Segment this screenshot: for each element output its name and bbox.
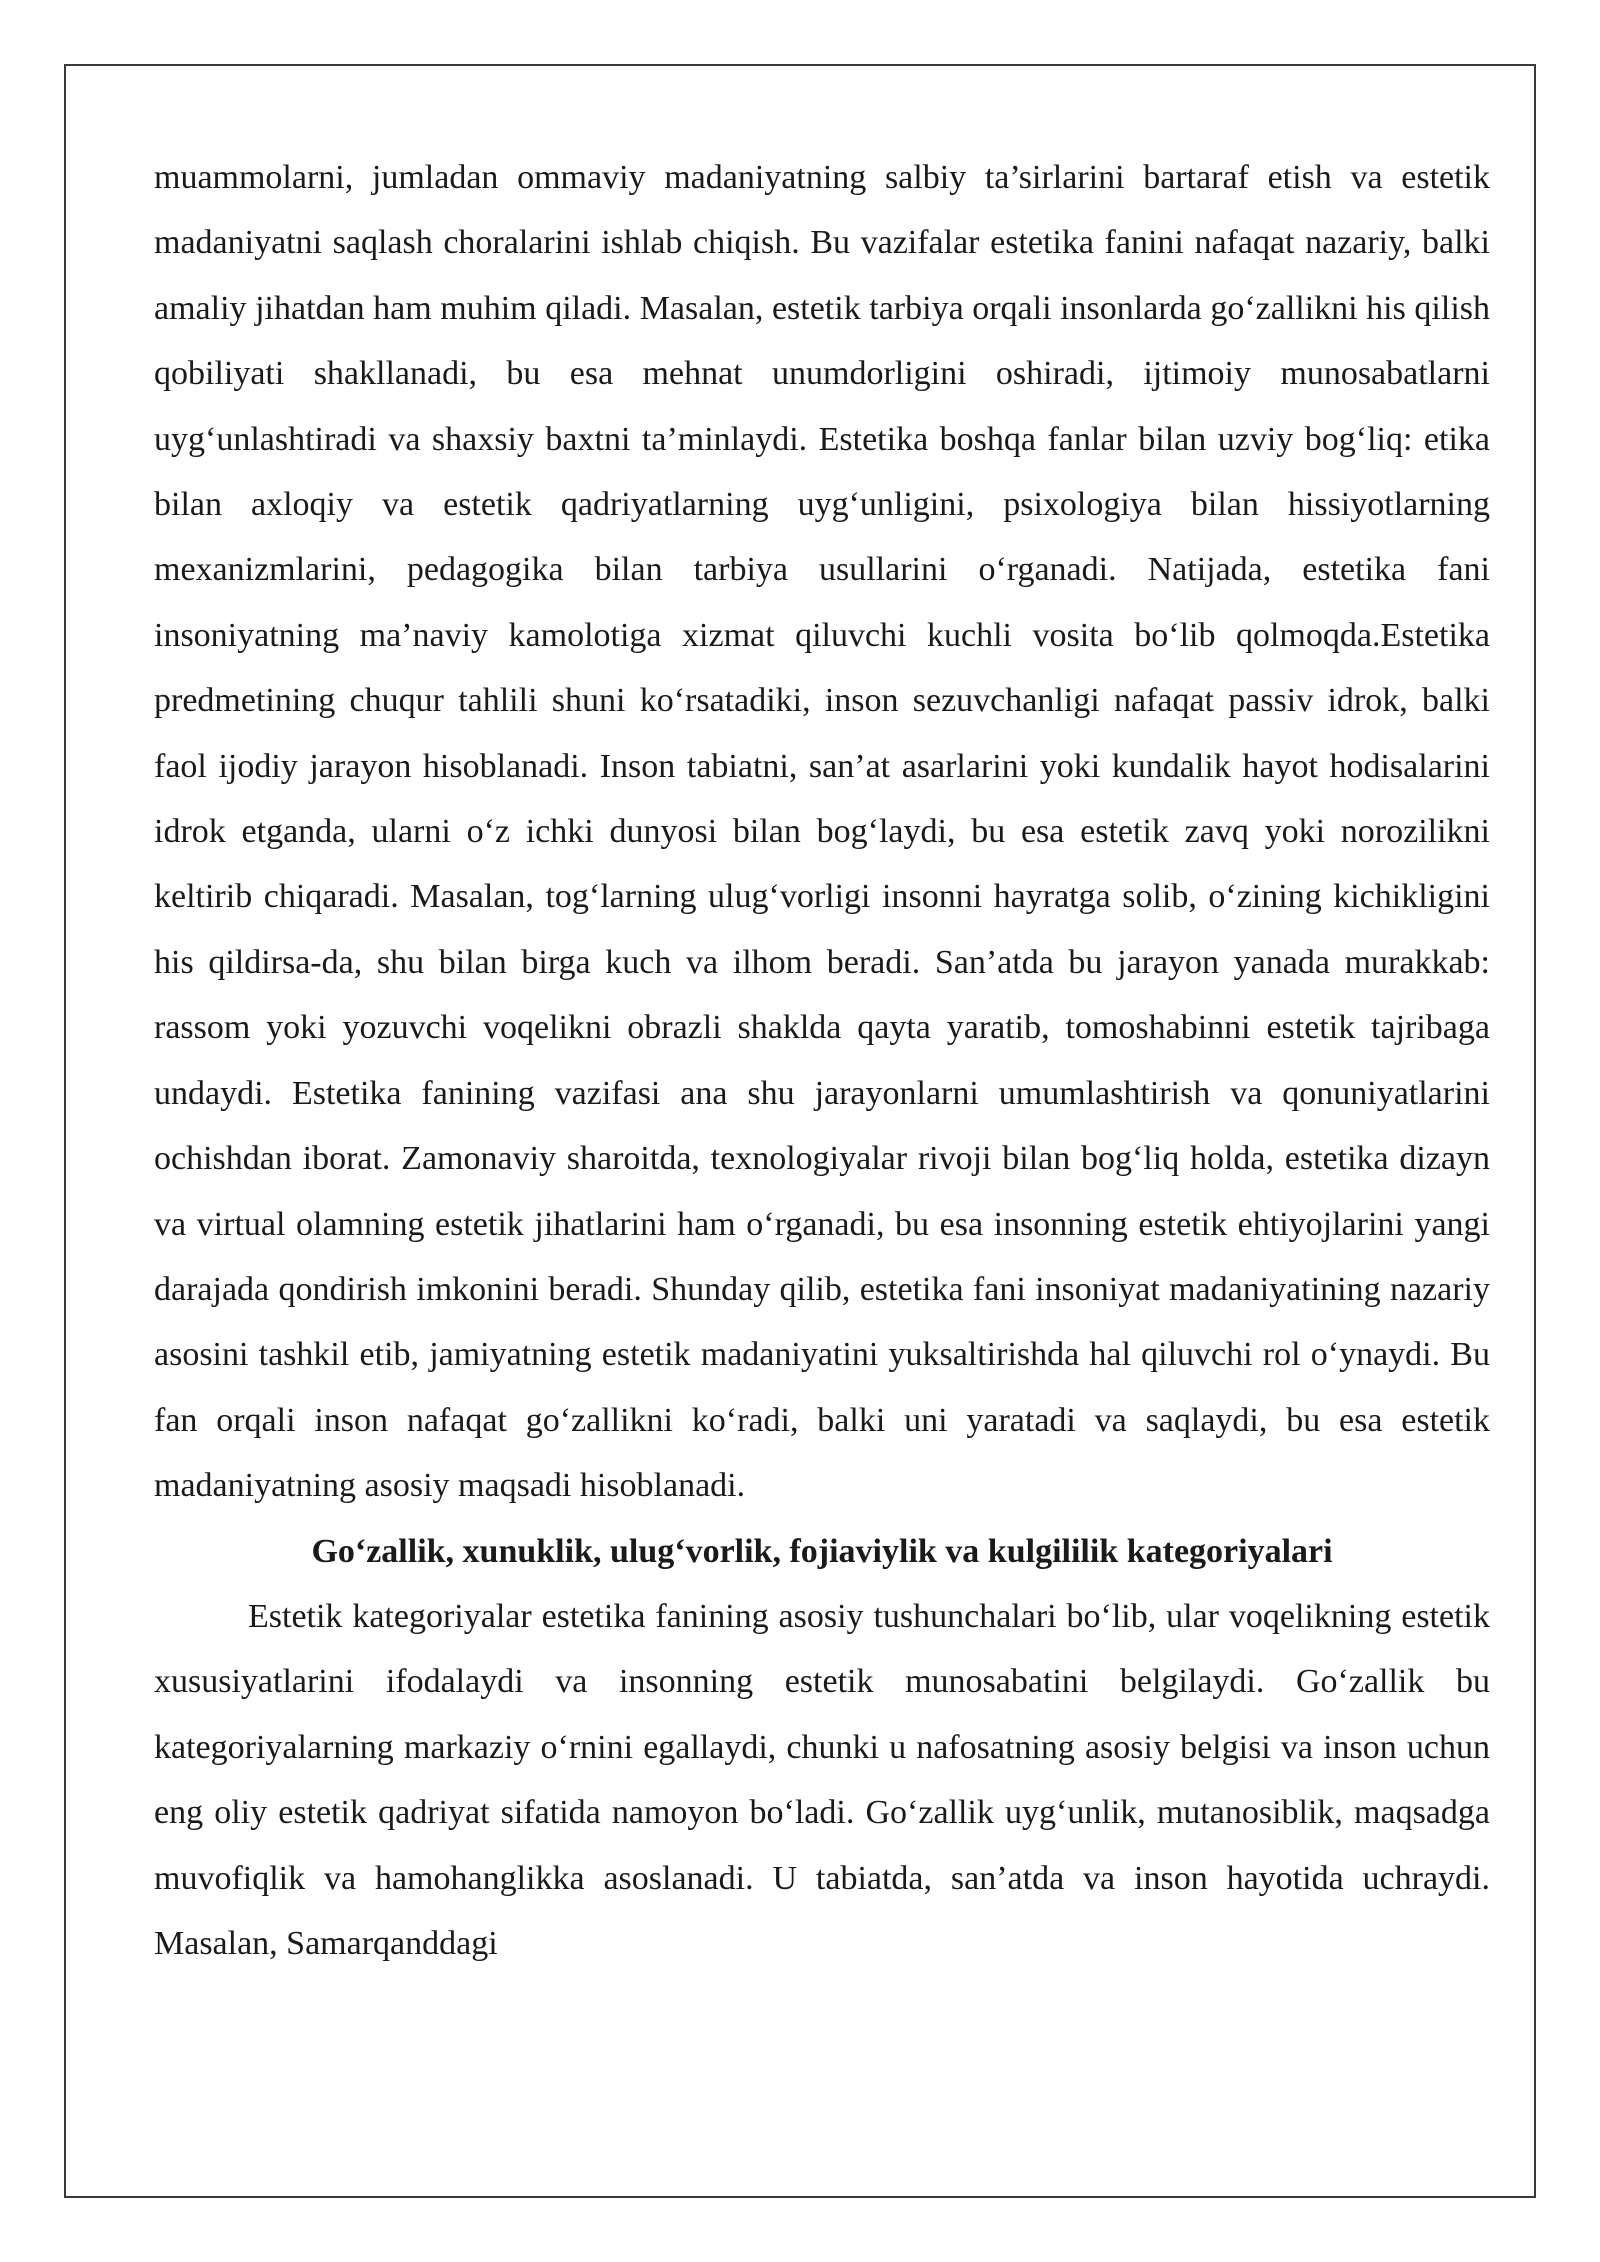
body-paragraph-1: muammolarni, jumladan ommaviy madaniyatning salbiy ta’sirlarini bartaraf etish va estetik madaniyatni saqlash choralarini ishlab chiqish. Bu vazifalar estetika fanini nafaqat nazariy, balki amaliy jihatdan ham muhim qiladi. Masalan, estetik tarbiya orqali insonlarda go‘zallikni his qilish qobiliyati shakllanadi, bu esa mehnat unumdorligini oshiradi, ijtimoiy munosabatlarni uyg‘unlashtiradi va shaxsiy baxtni ta’minlaydi. Estetika boshqa fanlar bilan uzviy bog‘liq: etika bilan axloqiy va estetik qadriyatlarning uyg‘unligini, psixologiya bilan hissiyotlarning mexanizmlarini, pedagogika bilan tarbiya usullarini o‘rganadi. Natijada, estetika fani insoniyatning ma’naviy kamolotiga xizmat qiluvchi kuchli vosita bo‘lib qolmoqda.Estetika predmetining chuqur tahlili shuni ko‘rsatadiki, inson sezuvchanligi nafaqat passiv idrok, balki faol ijodiy jarayon hisoblanadi. Inson tabiatni, san’at asarlarini yoki kundalik hayot hodisalarini idrok etganda, ularni o‘z ichki dunyosi bilan bog‘laydi, bu esa estetik zavq yoki norozilikni keltirib chiqaradi. Masalan, tog‘larning ulug‘vorligi insonni hayratga solib, o‘zining kichikligini his qildirsa-da, shu bilan birga kuch va ilhom beradi. San’atda bu jarayon yanada murakkab: rassom yoki yozuvchi voqelikni obrazli shaklda qayta yaratib, tomoshabinni estetik tajribaga undaydi. Estetika fanining vazifasi ana shu jarayonlarni umumlashtirish va qonuniyatlarini ochishdan iborat. Zamonaviy sharoitda, texnologiyalar rivoji bilan bog‘liq holda, estetika dizayn va virtual olamning estetik jihatlarini ham o‘rganadi, bu esa insonning estetik ehtiyojlarini yangi darajada qondirish imkonini beradi. Shunday qilib, estetika fani insoniyat madaniyatining nazariy asosini tashkil etib, jamiyatning estetik madaniyatini yuksaltirishda hal qiluvchi rol o‘ynaydi. Bu fan orqali inson nafaqat go‘zallikni ko‘radi, balki uni yaratadi va saqlaydi, bu esa estetik madaniyatning asosiy maqsadi hisoblanadi. [154,159,1490,1505]
section-heading: Go‘zallik, xunuklik, ulug‘vorlik, fojiaviylik va kulgililik kategoriyalari [311,1532,1333,1570]
document-body [154,145,1490,1976]
body-paragraph-2: Estetik kategoriyalar estetika fanining asosiy tushunchalari bo‘lib, ular voqelikning estetik xususiyatlarini ifodalaydi va insonning estetik munosabatini belgilaydi. Go‘zallik bu kategoriyalarning markaziy o‘rnini egallaydi, chunki u nafosatning asosiy belgisi va inson uchun eng oliy estetik qadriyat sifatida namoyon bo‘ladi. Go‘zallik uyg‘unlik, mutanosiblik, maqsadga muvofiqlik va hamohanglikka asoslanadi. U tabiatda, san’atda va inson hayotida uchraydi. Masalan, Samarqanddagi [154,1597,1490,1962]
